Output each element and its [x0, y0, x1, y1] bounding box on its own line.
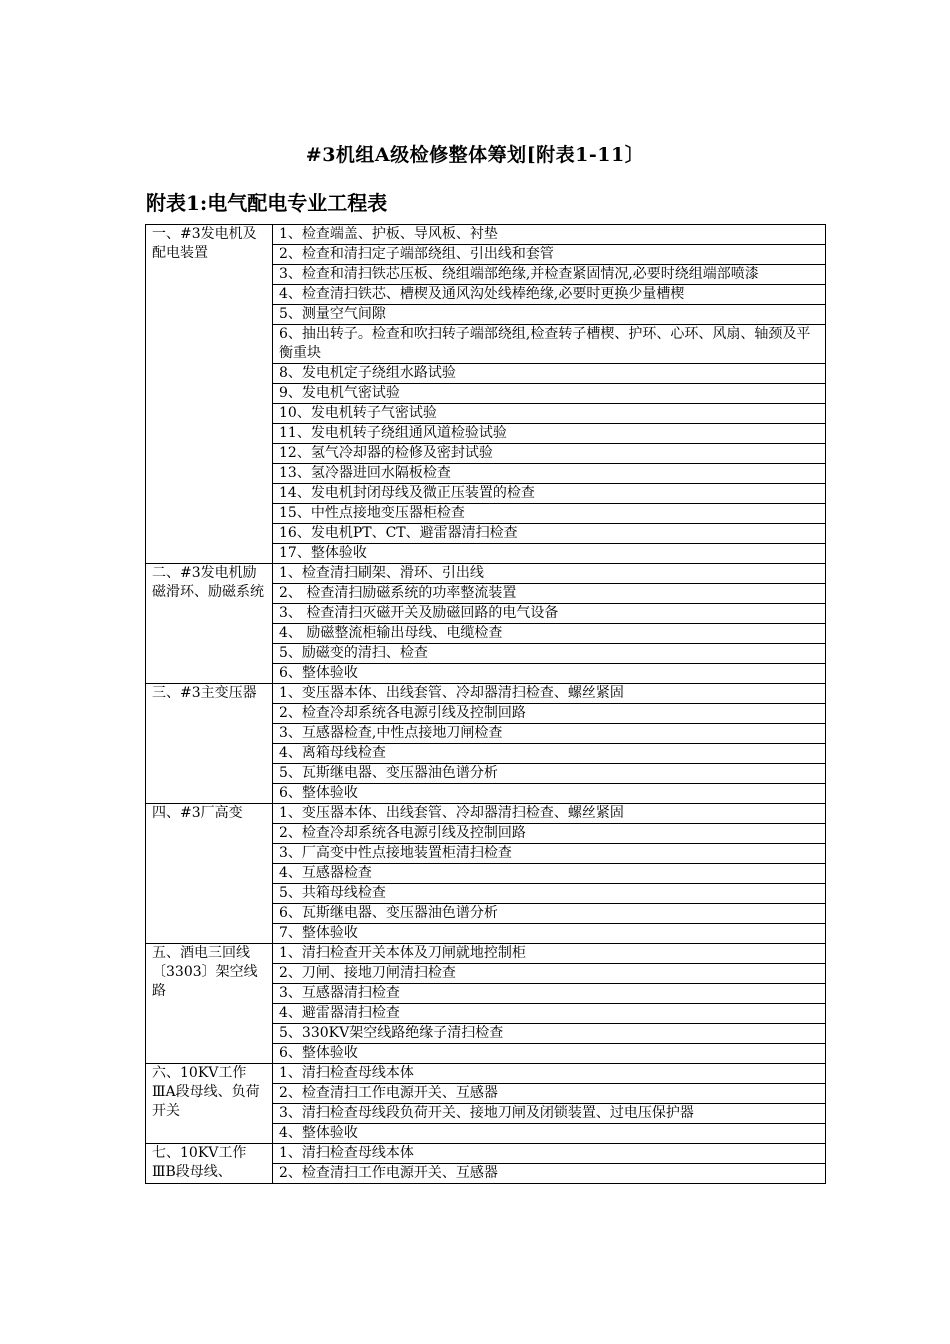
- work-item-cell: 6、整体验收: [273, 1044, 826, 1064]
- document-title: #3机组A级检修整体筹划[附表1-11〕: [305, 144, 645, 166]
- work-item-cell: 2、检查冷却系统各电源引线及控制回路: [273, 704, 826, 724]
- work-item-cell: 11、发电机转子绕组通风道检验试验: [273, 424, 826, 444]
- work-item-cell: 8、发电机定子绕组水路试验: [273, 364, 826, 384]
- work-item-cell: 13、氢冷器进回水隔板检查: [273, 464, 826, 484]
- work-item-cell: 1、检查清扫刷架、滑环、引出线: [273, 564, 826, 584]
- category-cell: 三、#3主变压器: [146, 684, 273, 804]
- work-item-cell: 1、变压器本体、出线套管、冷却器清扫检查、螺丝紧固: [273, 804, 826, 824]
- table-row: [146, 944, 826, 964]
- table-row: [146, 684, 826, 704]
- work-item-cell: 3、清扫检查母线段负荷开关、接地刀闸及闭锁装置、过电压保护器: [273, 1104, 826, 1124]
- work-item-table: [145, 224, 826, 1184]
- category-cell: 一、#3发电机及配电装置: [146, 225, 273, 564]
- work-item-cell: 4、避雷器清扫检查: [273, 1004, 826, 1024]
- work-item-cell: 6、抽出转子。检查和吹扫转子端部绕组,检查转子槽楔、护环、心环、风扇、轴颈及平衡重块: [273, 325, 826, 364]
- table-row: [146, 564, 826, 584]
- table-row: [146, 225, 826, 245]
- work-item-cell: 4、离箱母线检查: [273, 744, 826, 764]
- work-item-cell: 6、整体验收: [273, 784, 826, 804]
- work-item-cell: 4、检查清扫铁芯、槽楔及通风沟处线棒绝缘,必要时更换少量槽楔: [273, 285, 826, 305]
- work-item-cell: 7、整体验收: [273, 924, 826, 944]
- work-item-cell: 1、清扫检查开关本体及刀闸就地控制柜: [273, 944, 826, 964]
- work-item-cell: 5、测量空气间隙: [273, 305, 826, 325]
- work-item-cell: 5、瓦斯继电器、变压器油色谱分析: [273, 764, 826, 784]
- table-row: [146, 804, 826, 824]
- work-item-cell: 14、发电机封闭母线及微正压装置的检查: [273, 484, 826, 504]
- table-row: [146, 1064, 826, 1084]
- work-item-cell: 4、互感器检查: [273, 864, 826, 884]
- work-item-cell: 1、检查端盖、护板、导风板、衬垫: [273, 225, 826, 245]
- work-item-cell: 2、刀闸、接地刀闸清扫检查: [273, 964, 826, 984]
- work-item-cell: 12、氢气冷却器的检修及密封试验: [273, 444, 826, 464]
- work-item-cell: 4、整体验收: [273, 1124, 826, 1144]
- work-item-cell: 1、清扫检查母线本体: [273, 1144, 826, 1164]
- table-row: [146, 1144, 826, 1164]
- work-item-cell: 5、励磁变的清扫、检查: [273, 644, 826, 664]
- category-cell: 四、#3厂高变: [146, 804, 273, 944]
- work-item-cell: 2、检查和清扫定子端部绕组、引出线和套管: [273, 245, 826, 265]
- work-item-cell: 2、检查清扫工作电源开关、互感器: [273, 1084, 826, 1104]
- work-item-cell: 3、厂高变中性点接地装置柜清扫检查: [273, 844, 826, 864]
- work-item-cell: 1、变压器本体、出线套管、冷却器清扫检查、螺丝紧固: [273, 684, 826, 704]
- work-item-cell: 16、发电机PT、CT、避雷器清扫检查: [273, 524, 826, 544]
- work-item-cell: 10、发电机转子气密试验: [273, 404, 826, 424]
- work-item-cell: 15、中性点接地变压器柜检查: [273, 504, 826, 524]
- work-item-cell: 3、检查和清扫铁芯压板、绕组端部绝缘,并检查紧固情况,必要时绕组端部喷漆: [273, 265, 826, 285]
- work-item-cell: 5、330KV架空线路绝缘子清扫检查: [273, 1024, 826, 1044]
- work-item-cell: 9、发电机气密试验: [273, 384, 826, 404]
- work-item-cell: 5、共箱母线检查: [273, 884, 826, 904]
- work-item-cell: 3、互感器清扫检查: [273, 984, 826, 1004]
- category-cell: 六、10KV工作ⅢA段母线、负荷开关: [146, 1064, 273, 1144]
- work-item-cell: 6、瓦斯继电器、变压器油色谱分析: [273, 904, 826, 924]
- category-cell: 五、酒电三回线〔3303〕架空线路: [146, 944, 273, 1064]
- work-item-cell: 6、整体验收: [273, 664, 826, 684]
- work-item-cell: 2、检查冷却系统各电源引线及控制回路: [273, 824, 826, 844]
- work-item-cell: 3、互感器检查,中性点接地刀闸检查: [273, 724, 826, 744]
- work-item-cell: 3、 检查清扫灭磁开关及励磁回路的电气设备: [273, 604, 826, 624]
- work-item-cell: 4、 励磁整流柜输出母线、电缆检查: [273, 624, 826, 644]
- work-item-cell: 17、整体验收: [273, 544, 826, 564]
- work-item-cell: 2、检查清扫工作电源开关、互感器: [273, 1164, 826, 1184]
- work-item-cell: 1、清扫检查母线本体: [273, 1064, 826, 1084]
- work-item-cell: 2、 检查清扫励磁系统的功率整流装置: [273, 584, 826, 604]
- category-cell: 二、#3发电机励磁滑环、励磁系统: [146, 564, 273, 684]
- table-subtitle: 附表1:电气配电专业工程表: [146, 191, 388, 215]
- category-cell: 七、10KV工作ⅢB段母线、: [146, 1144, 273, 1184]
